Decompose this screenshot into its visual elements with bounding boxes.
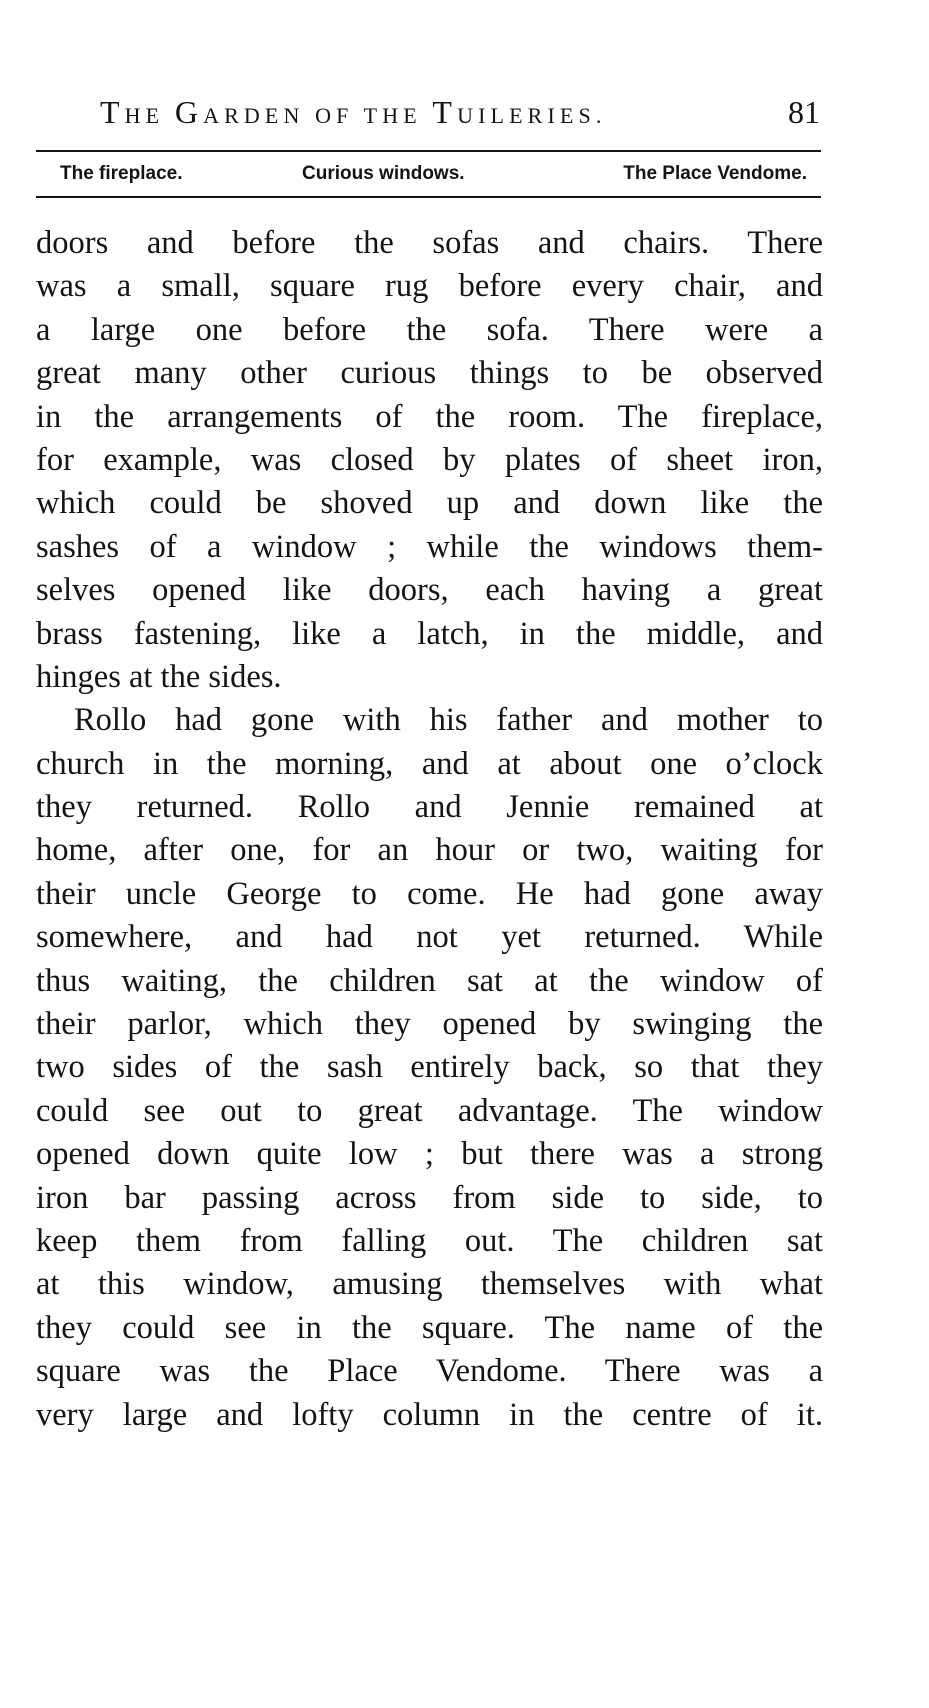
topic-place-vendome: The Place Vendome. [623,163,807,184]
text-line: their parlor, which they opened by swinging the [36,1006,823,1043]
page-number: 81 [788,94,820,130]
text-line: their uncle George to come. He had gone away [36,875,823,912]
topic-fireplace: The fireplace. [60,163,183,184]
text-line: sashes of a window ; while the windows them- [36,528,823,565]
bottom-rule [36,196,821,198]
text-line: church in the morning, and at about one o’clock [36,745,823,782]
text-line: a large one before the sofa. There were a [36,311,823,348]
paragraph-end-line: hinges at the sides. [36,658,282,695]
running-head [100,92,820,132]
text-line: was a small, square rug before every chair, and [36,268,823,305]
top-rule [36,150,821,152]
paragraph-start-line: Rollo had gone with his father and mother to [74,702,823,739]
text-line: keep them from falling out. The children sat [36,1222,823,1259]
title-initial-1: T [100,94,125,130]
text-line: home, after one, for an hour or two, waiting for [36,832,823,869]
text-line: selves opened like doors, each having a great [36,572,823,609]
text-line: opened down quite low ; but there was a strong [36,1136,823,1173]
title-initial-3: T [432,94,458,130]
topic-curious-windows: Curious windows. [302,163,465,184]
title-smallcaps-2: ARDEN OF THE [203,103,433,128]
text-line: at this window, amusing themselves with what [36,1266,823,1303]
text-line: thus waiting, the children sat at the window of [36,962,823,999]
text-line: in the arrangements of the room. The fireplace, [36,398,823,435]
text-line: great many other curious things to be observed [36,355,823,392]
text-line: which could be shoved up and down like the [36,485,823,522]
text-line: somewhere, and had not yet returned. While [36,919,823,956]
text-line: could see out to great advantage. The window [36,1092,823,1129]
text-line: doors and before the sofas and chairs. There [36,225,823,261]
text-line: iron bar passing across from side to side, to [36,1179,823,1216]
text-line: very large and lofty column in the centre of it. [36,1396,823,1433]
text-line: for example, was closed by plates of sheet iron, [36,441,823,478]
text-line: they returned. Rollo and Jennie remained at [36,789,823,826]
title-smallcaps-1: HE [124,103,175,128]
text-line: two sides of the sash entirely back, so that they [36,1049,823,1086]
title-smallcaps-3: UILERIES. [457,103,607,128]
text-line: brass fastening, like a latch, in the middle, and [36,615,823,652]
topic-headers [36,157,821,191]
body-text [36,222,823,1437]
title-initial-2: G [174,94,204,130]
chapter-title [100,92,606,136]
text-line: square was the Place Vendome. There was a [36,1353,823,1390]
text-line: they could see in the square. The name of the [36,1309,823,1346]
